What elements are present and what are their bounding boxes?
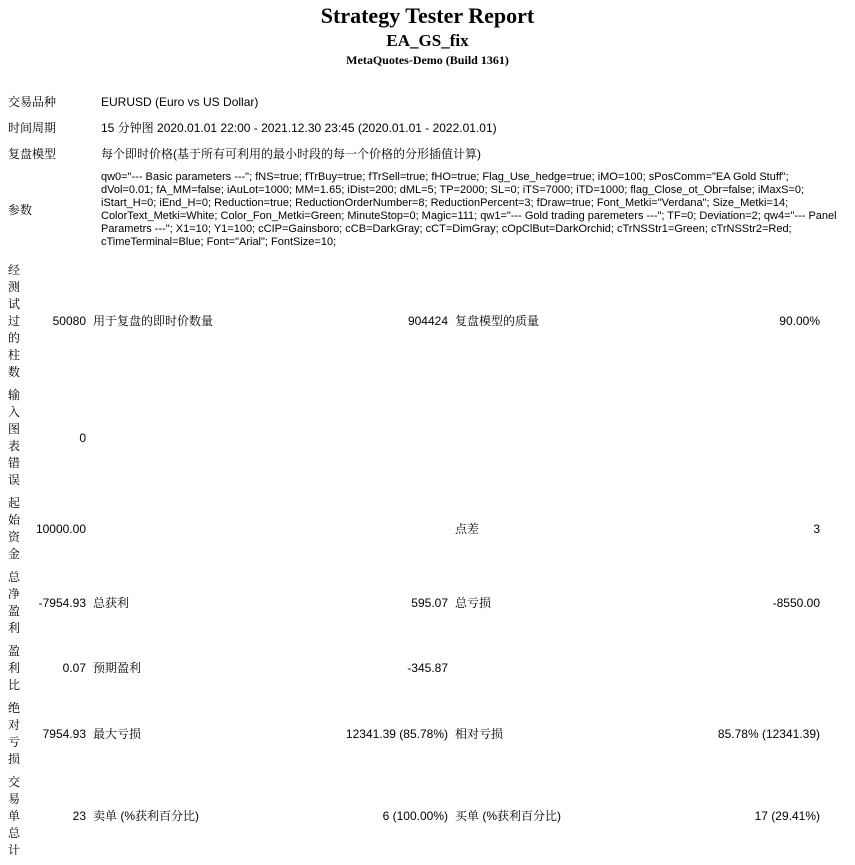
page-title: Strategy Tester Report [320,3,535,28]
total-net-profit-label: 总净盈利 [8,570,21,635]
gross-profit-label: 总获利 [93,595,130,610]
spread-value: 3 [813,521,820,536]
bars-tested-value: 50080 [52,314,86,328]
modelling-quality-value: 90.00% [779,314,820,328]
expected-payoff-label: 预期盈利 [93,661,142,675]
mismatched-errors-value: 0 [79,430,86,445]
row-initial-deposit [8,492,820,566]
row-mismatched-errors [8,384,820,492]
parameters-value: qw0="--- Basic parameters ---"; fNS=true; fTrBuy=true; fTrSell=true; fHO=true; Flag_Use_hedge=true; iMO=100; sPosComm="EA Gold Stuff"; dVol=0.01; fA_MM=false; iAuLot=1000; MM=1.65; iDist=200; dML=5; TP=2000; SL=0; iTS=7000; iTD=1000; flag_Close_ot_Obr=false; iMaxS=0; iStart_H=0; iEnd_H=0; Reduction=true; ReductionOrderNumber=8; ReductionPercent=3; fDraw=true; Font_Metki="Verdana"; Size_Metki=14; ColorText_Metki=White; Color_Fon_Metki=Green; MinuteStop=0; Magic=111; qw1="--- Gold trading paremeters ---"; TF=0; Deviation=2; qw4="--- Panel Parametrs ---"; X1=10; Y1=100; cCIP=Gainsboro; cCB=DarkGray; cCT=DimGray; cOpClBut=DarkOrchid; cTrNSStr1=Green; cTrNSStr2=Red; cTimeTerminal=Blue; Font="Arial"; FontSize=10; [101,171,837,248]
empty-cell [698,640,820,697]
initial-deposit-value: 10000.00 [35,521,86,536]
row-symbol [8,89,838,115]
empty-cell [698,384,820,492]
period-label: 时间周期 [8,121,57,135]
row-profit-factor [8,640,820,697]
relative-drawdown-label: 相对亏损 [455,726,504,741]
row-total-net-profit [8,566,820,640]
absolute-drawdown-label: 绝对亏损 [8,701,21,766]
ea-name: EA_GS_fix [386,31,469,50]
short-positions-label: 卖单 (%获利百分比) [93,809,199,823]
results-table [8,259,820,862]
server-build: MetaQuotes-Demo (Build 1361) [346,53,509,67]
total-trades-value: 23 [72,809,86,823]
long-positions-label: 买单 (%获利百分比) [455,809,561,823]
maximal-drawdown-label: 最大亏损 [93,726,142,741]
gross-profit-value: 595.07 [411,595,448,610]
settings-table [8,89,838,253]
row-bars-tested [8,259,820,384]
maximal-drawdown-value: 12341.39 (85.78%) [345,726,448,741]
gross-loss-value: -8550.00 [772,595,820,610]
row-model [8,141,838,167]
ticks-modelled-value: 904424 [407,314,448,328]
row-total-trades [8,771,820,862]
empty-cell [86,384,336,492]
modelling-quality-label: 复盘模型的质量 [455,314,540,328]
empty-cell [336,384,448,492]
empty-cell [448,384,698,492]
symbol-value: EURUSD (Euro vs US Dollar) [101,95,259,109]
period-value: 15 分钟图 2020.01.01 22:00 - 2021.12.30 23:45 (2020.01.01 - 2022.01.01) [101,121,497,135]
report-header [8,0,847,69]
empty-cell [336,492,448,566]
model-value: 每个即时价格(基于所有可利用的最小时段的每一个价格的分形插值计算) [101,147,481,161]
short-positions-value: 6 (100.00%) [382,809,448,823]
total-net-profit-value: -7954.93 [38,595,86,610]
empty-cell [448,640,698,697]
expected-payoff-value: -345.87 [407,661,448,675]
symbol-label: 交易品种 [8,95,57,109]
profit-factor-value: 0.07 [62,661,86,675]
row-absolute-drawdown [8,697,820,771]
profit-factor-label: 盈利比 [8,644,21,692]
bars-tested-label: 经测试过的柱数 [8,263,21,379]
row-period [8,115,838,141]
spread-label: 点差 [455,521,480,536]
empty-cell [86,492,336,566]
parameters-label: 参数 [8,203,33,217]
model-label: 复盘模型 [8,147,57,161]
relative-drawdown-value: 85.78% (12341.39) [717,726,820,741]
ticks-modelled-label: 用于复盘的即时价数量 [93,314,214,328]
mismatched-errors-label: 输入图表错误 [8,388,21,487]
initial-deposit-label: 起始资金 [8,496,21,561]
total-trades-label: 交易单总计 [8,775,21,857]
row-parameters [8,167,838,253]
absolute-drawdown-value: 7954.93 [42,726,86,741]
gross-loss-label: 总亏损 [455,595,492,610]
long-positions-value: 17 (29.41%) [754,809,820,823]
